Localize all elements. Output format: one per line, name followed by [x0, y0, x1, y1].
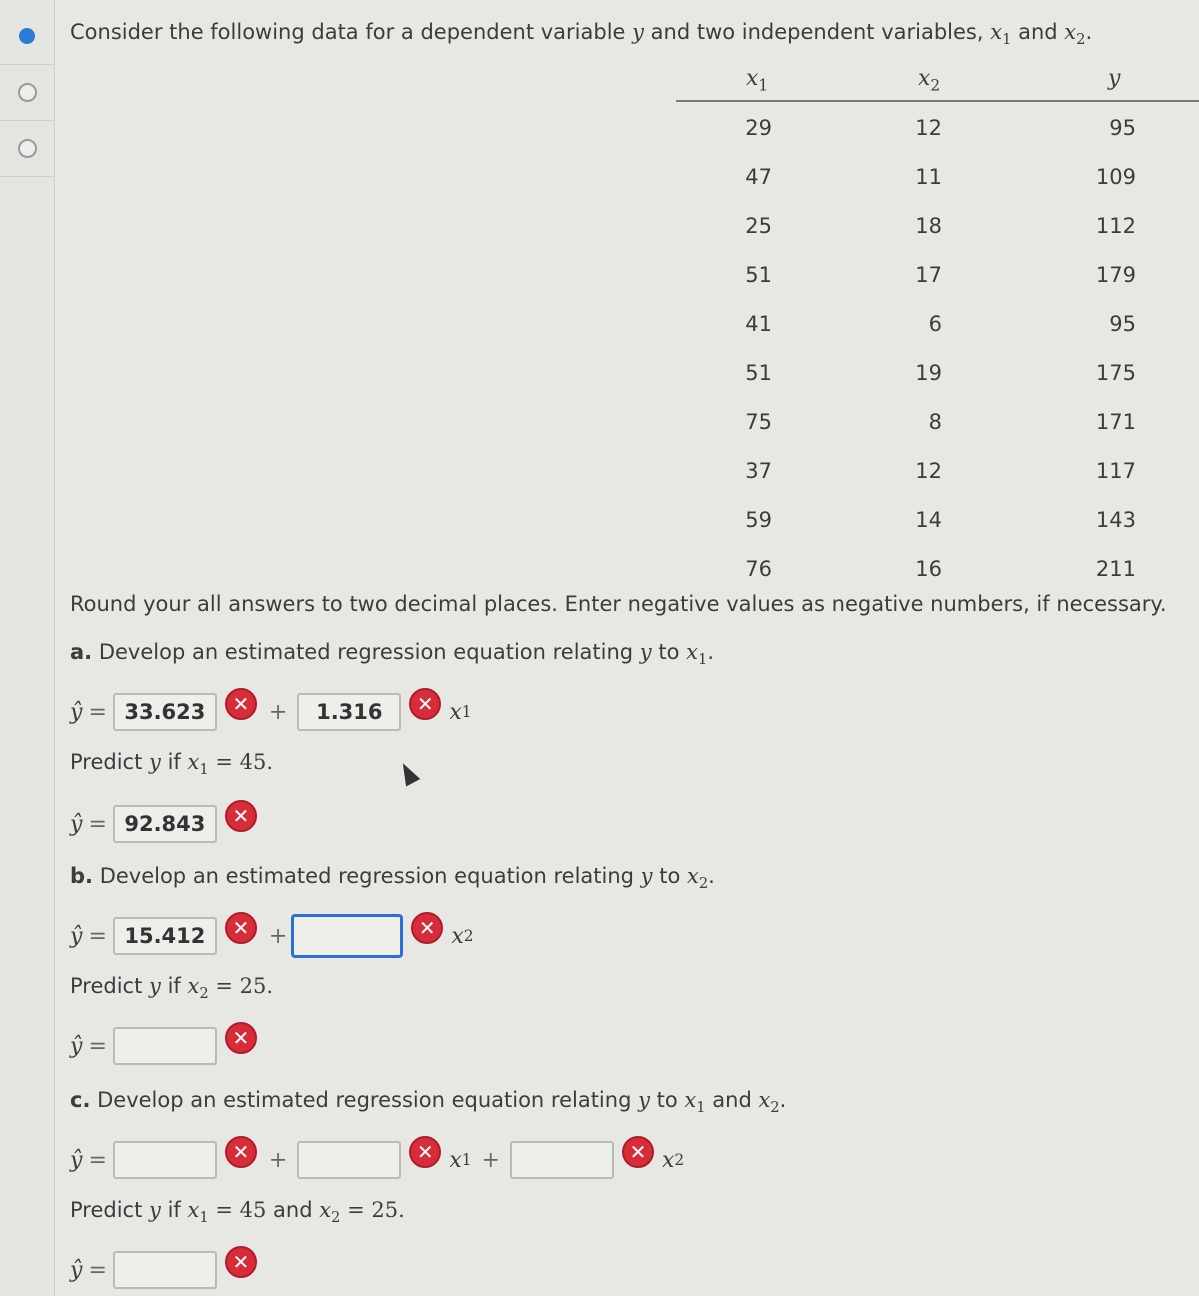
incorrect-icon: ✕ — [225, 1136, 257, 1168]
table-row — [676, 102, 1199, 151]
part-b-prompt: b. Develop an estimated regression equation relating y to $x_2$. — [70, 864, 715, 893]
instructions: Round your all answers to two decimal places. Enter negative values as negative numbers, if necessary. — [70, 592, 1167, 616]
table-cell: 171 — [1095, 410, 1136, 434]
table-cell: 12 — [915, 116, 942, 140]
table-row — [676, 200, 1199, 249]
question-dot-icon — [18, 83, 37, 102]
data-table — [676, 62, 1199, 592]
part-b-prediction: ŷ = ✕ — [70, 1024, 265, 1068]
table-row — [676, 396, 1199, 445]
question-nav-item-3[interactable] — [0, 120, 54, 177]
part-b-intercept-input[interactable]: 15.412 — [113, 917, 217, 955]
question-dot-icon — [18, 139, 37, 158]
part-c-predict-prompt: Predict y if $x_1 = 45$ and $x_2 = 25$. — [70, 1198, 405, 1227]
table-row — [676, 543, 1199, 592]
table-cell: 179 — [1095, 263, 1136, 287]
table-row — [676, 249, 1199, 298]
table-cell: 18 — [915, 214, 942, 238]
incorrect-icon: ✕ — [409, 1136, 441, 1168]
part-b-prediction-input[interactable] — [113, 1027, 217, 1065]
current-question-dot-icon — [19, 28, 35, 44]
table-cell: 59 — [745, 508, 772, 532]
table-cell: 51 — [745, 361, 772, 385]
part-c-prediction-input[interactable] — [113, 1251, 217, 1289]
table-cell: 17 — [915, 263, 942, 287]
table-cell: 11 — [915, 165, 942, 189]
part-b-predict-prompt: Predict y if $x_2 = 25$. — [70, 974, 274, 1003]
incorrect-icon: ✕ — [225, 1022, 257, 1054]
table-body — [676, 102, 1199, 592]
part-c-equation: ŷ = ✕ + ✕ x 1 + ✕ x 2 — [70, 1138, 684, 1182]
part-c-x2-coef-input[interactable] — [510, 1141, 614, 1179]
table-cell: 175 — [1095, 361, 1136, 385]
question-nav-item-2[interactable] — [0, 64, 54, 121]
table-row — [676, 298, 1199, 347]
table-cell: 25 — [745, 214, 772, 238]
table-cell: 37 — [745, 459, 772, 483]
table-cell: 41 — [745, 312, 772, 336]
table-cell: 143 — [1095, 508, 1136, 532]
table-cell: 12 — [915, 459, 942, 483]
table-row — [676, 445, 1199, 494]
table-cell: 95 — [1109, 116, 1136, 140]
part-a-prompt: a. Develop an estimated regression equation relating y to $x_1$. — [70, 640, 714, 669]
header-x2: $x_2$ — [918, 66, 941, 95]
table-cell: 112 — [1095, 214, 1136, 238]
part-a-prediction: ŷ = 92.843 ✕ — [70, 802, 265, 846]
table-cell: 29 — [745, 116, 772, 140]
table-cell: 109 — [1095, 165, 1136, 189]
table-row — [676, 151, 1199, 200]
table-cell: 211 — [1095, 557, 1136, 581]
part-a-equation: ŷ = 33.623 ✕ + 1.316 ✕ x 1 — [70, 690, 472, 734]
table-row — [676, 347, 1199, 396]
incorrect-icon: ✕ — [411, 912, 443, 944]
part-a-intercept-input[interactable]: 33.623 — [113, 693, 217, 731]
table-cell: 95 — [1109, 312, 1136, 336]
table-cell: 8 — [928, 410, 942, 434]
incorrect-icon: ✕ — [225, 912, 257, 944]
header-x1: $x_1$ — [746, 66, 769, 95]
table-cell: 76 — [745, 557, 772, 581]
part-c-intercept-input[interactable] — [113, 1141, 217, 1179]
part-b-equation: ŷ = 15.412 ✕ + ✕ x 2 — [70, 914, 474, 958]
incorrect-icon: ✕ — [225, 688, 257, 720]
incorrect-icon: ✕ — [409, 688, 441, 720]
table-cell: 19 — [915, 361, 942, 385]
part-a-prediction-input[interactable]: 92.843 — [113, 805, 217, 843]
part-b-slope-input[interactable] — [291, 914, 403, 958]
incorrect-icon: ✕ — [622, 1136, 654, 1168]
question-nav-rail — [0, 0, 55, 1296]
part-c-x1-coef-input[interactable] — [297, 1141, 401, 1179]
table-cell: 16 — [915, 557, 942, 581]
table-cell: 51 — [745, 263, 772, 287]
part-c-prediction: ŷ = ✕ — [70, 1248, 265, 1292]
table-cell: 117 — [1095, 459, 1136, 483]
table-cell: 14 — [915, 508, 942, 532]
part-c-prompt: c. Develop an estimated regression equation relating y to $x_1$ and $x_2$. — [70, 1088, 787, 1117]
incorrect-icon: ✕ — [225, 1246, 257, 1278]
part-a-predict-prompt: Predict y if $x_1 = 45$. — [70, 750, 274, 779]
table-cell: 75 — [745, 410, 772, 434]
header-y: y — [1108, 66, 1121, 91]
mouse-cursor-icon — [396, 760, 420, 787]
table-cell: 6 — [928, 312, 942, 336]
incorrect-icon: ✕ — [225, 800, 257, 832]
question-intro: Consider the following data for a dependent variable y and two independent variables, $x_1$ and $x_2$. — [70, 20, 1093, 49]
part-a-slope-input[interactable]: 1.316 — [297, 693, 401, 731]
table-cell: 47 — [745, 165, 772, 189]
table-row — [676, 494, 1199, 543]
question-nav-item-1[interactable] — [0, 8, 54, 65]
table-header — [676, 62, 1199, 102]
